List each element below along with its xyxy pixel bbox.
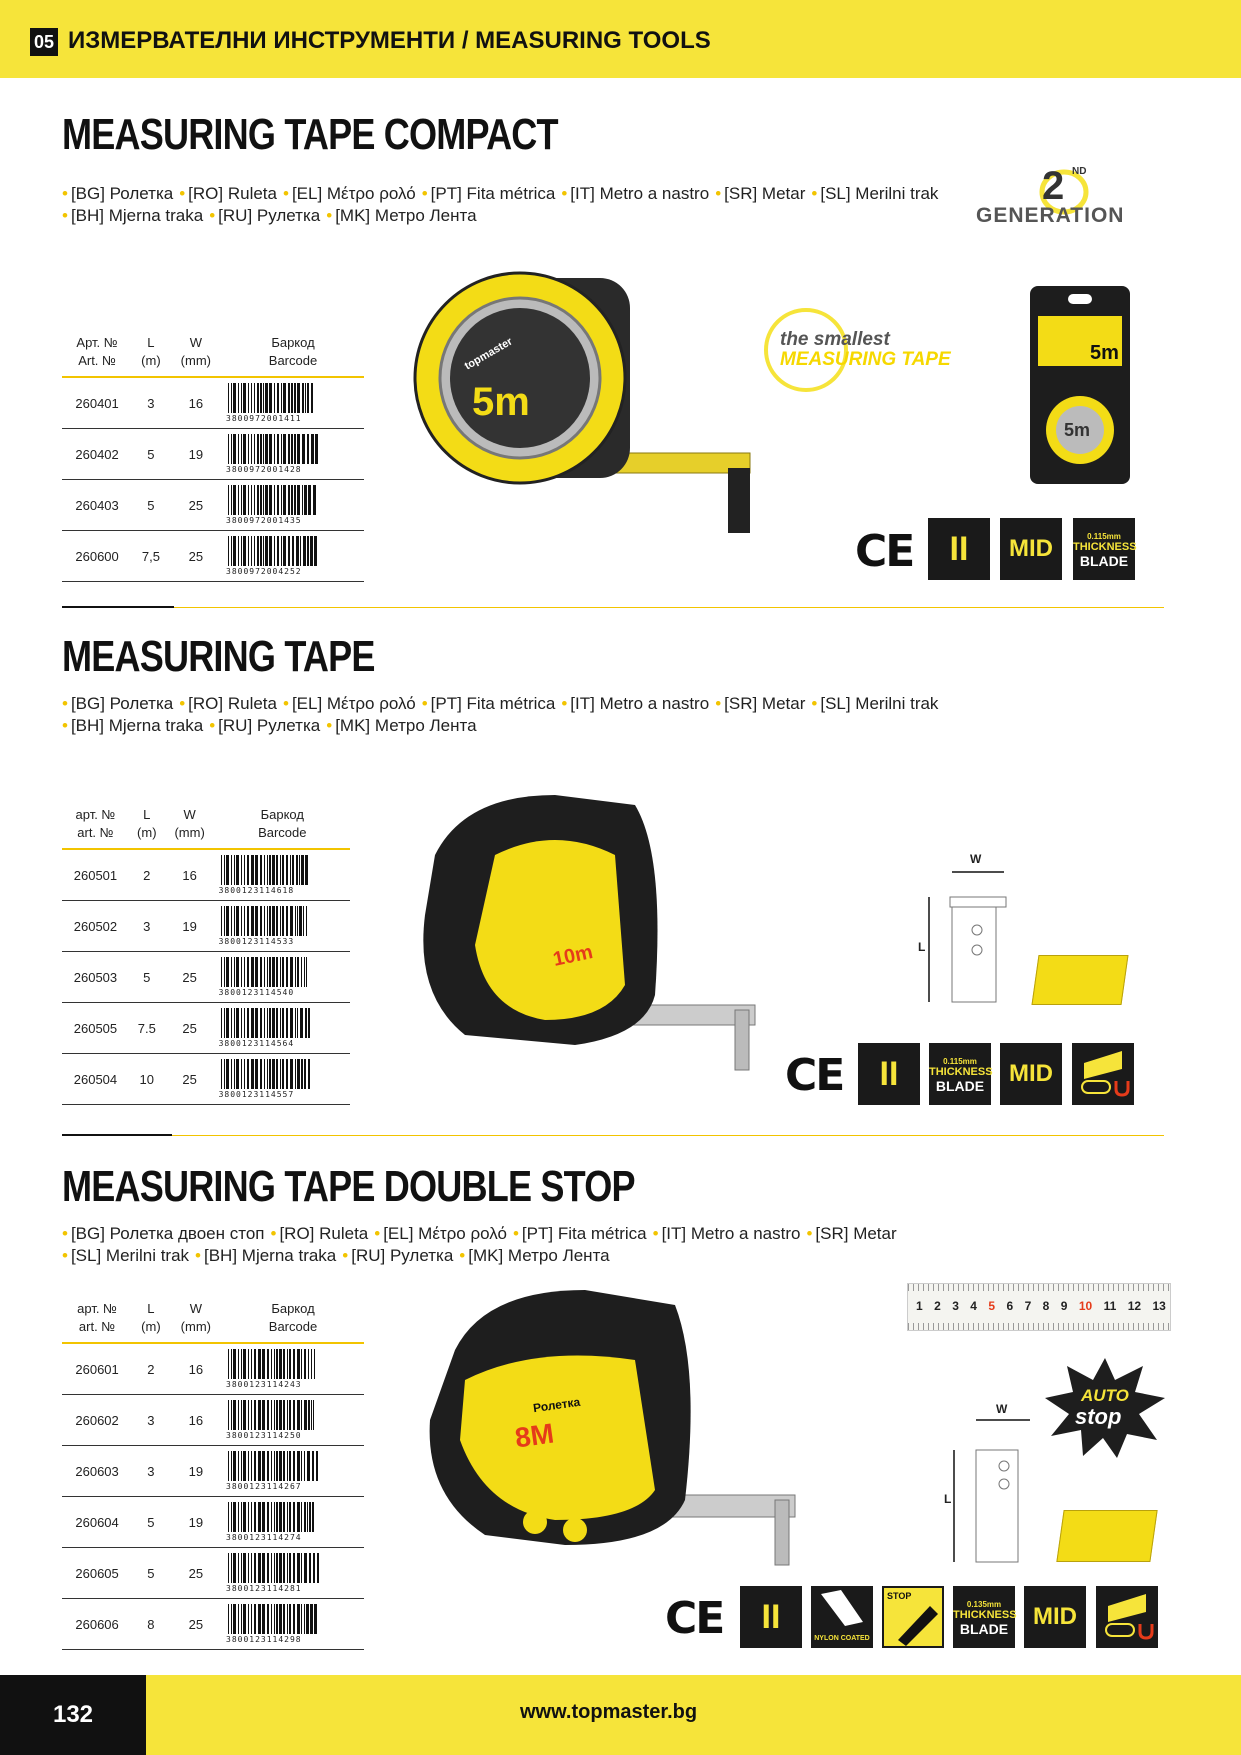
cell-barcode (222, 480, 364, 531)
mid-badge: MID (1024, 1586, 1086, 1648)
magnet-block-icon (1031, 955, 1128, 1005)
dimension-diagram (912, 852, 1022, 1012)
language-name: [SL] Merilni trak (820, 184, 939, 203)
product-image-compact (410, 268, 780, 548)
ruler-number: 4 (970, 1299, 977, 1313)
section-separator (62, 607, 1164, 608)
category-title: ИЗМЕРВАТЕЛНИ ИНСТРУМЕНТИ / MEASURING TOOLS (68, 27, 711, 54)
bullet-icon: • (326, 716, 333, 735)
diagram-width-label: W (970, 852, 982, 866)
cell-l: 3 (132, 1446, 170, 1497)
slogan-line1: the smallest (780, 329, 890, 350)
header-bar (0, 0, 1241, 78)
ruler-number: 2 (934, 1299, 941, 1313)
tape-word: Ролетка (532, 1394, 582, 1416)
bullet-icon: • (62, 1224, 68, 1243)
barcode-number: 3800123114298 (226, 1635, 302, 1644)
ruler-number: 3 (952, 1299, 959, 1313)
cell-barcode (222, 1395, 364, 1446)
diagram-length-label: L (944, 1492, 952, 1506)
barcode-icon (226, 1400, 322, 1430)
cell-art: 260402 (62, 429, 132, 480)
chapter-number: 05 (30, 28, 58, 56)
cell-barcode (222, 1599, 364, 1650)
bullet-icon: • (209, 716, 216, 735)
language-name: [SL] Merilni trak (70, 1246, 190, 1265)
ruler-number: 1 (916, 1299, 923, 1313)
bullet-icon: • (421, 184, 428, 203)
mid-badge: MID (1000, 518, 1062, 580)
page-number: 132 (0, 1675, 146, 1755)
language-name: [IT] Metro a nastro (570, 694, 710, 713)
magnet-icon (1072, 1043, 1134, 1105)
language-name: [BG] Ролетка (70, 184, 174, 203)
cell-w: 19 (170, 1446, 222, 1497)
cell-w: 25 (165, 1054, 215, 1105)
cell-l: 5 (132, 1548, 170, 1599)
column-header: Баркод Barcode (222, 1300, 364, 1343)
bullet-icon: • (715, 184, 722, 203)
product-table-double-stop (62, 1300, 364, 1650)
stop-badge (882, 1586, 944, 1648)
ruler-number: 10 (1078, 1299, 1093, 1313)
table-row (62, 377, 364, 429)
language-name: [BH] Mjerna traka (70, 716, 204, 735)
product-image-double-stop (415, 1290, 805, 1580)
cell-art: 260606 (62, 1599, 132, 1650)
cell-art: 260603 (62, 1446, 132, 1497)
language-name: [PT] Fita métrica (430, 694, 556, 713)
mid-badge: MID (1000, 1043, 1062, 1105)
thickness-word: THICKNESS (953, 1609, 1017, 1621)
bullet-icon: • (806, 1224, 813, 1243)
table-row (62, 1343, 364, 1395)
bullet-icon: • (652, 1224, 659, 1243)
barcode-icon (226, 434, 322, 464)
cell-w: 16 (170, 1343, 222, 1395)
ce-mark-icon: CE (855, 526, 914, 577)
barcode-number: 3800123114250 (226, 1431, 302, 1440)
thickness-badge (1073, 518, 1135, 580)
barcode-number: 3800123114267 (226, 1482, 302, 1491)
dimension-diagram (938, 1402, 1048, 1568)
table-row (62, 1003, 350, 1054)
language-name: [PT] Fita métrica (430, 184, 556, 203)
magnetic-hook-badge (1096, 1586, 1158, 1648)
bullet-icon: • (561, 694, 568, 713)
bullet-icon: • (270, 1224, 277, 1243)
table-row (62, 849, 350, 901)
barcode-number: 3800123114564 (218, 1039, 295, 1048)
cell-l: 7.5 (129, 1003, 165, 1054)
cell-l: 7,5 (132, 531, 170, 582)
generation-word: GENERATION (976, 204, 1125, 227)
footer-bar (0, 1675, 1241, 1755)
slogan-line2: MEASURING TAPE (780, 349, 951, 370)
cell-barcode (215, 952, 350, 1003)
barcode-icon (226, 1604, 322, 1634)
table-row (62, 1548, 364, 1599)
language-name: [SL] Merilni trak (820, 694, 939, 713)
blade-dimension-icon (912, 852, 1022, 1012)
barcode-icon (219, 855, 315, 885)
cell-w: 25 (170, 531, 222, 582)
product-packaging (1030, 286, 1130, 484)
bullet-icon: • (195, 1246, 201, 1265)
cell-w: 25 (170, 1548, 222, 1599)
ruler-number: 11 (1103, 1299, 1117, 1313)
barcode-icon (226, 1451, 322, 1481)
cell-barcode (222, 1497, 364, 1548)
thickness-badge (953, 1586, 1015, 1648)
thickness-badge (929, 1043, 991, 1105)
column-header: арт. № art. № (62, 806, 129, 849)
bullet-icon: • (179, 184, 186, 203)
cell-w: 25 (170, 1599, 222, 1650)
language-name: [IT] Metro a nastro (661, 1224, 801, 1243)
thickness-word: THICKNESS (1073, 541, 1137, 553)
language-name: [RU] Рулетка (218, 206, 321, 225)
ruler-number: 6 (1006, 1299, 1014, 1313)
cell-barcode (222, 377, 364, 429)
barcode-icon (226, 383, 322, 413)
language-name: [IT] Metro a nastro (570, 184, 710, 203)
language-name: [SR] Metar (724, 694, 806, 713)
column-header: W (mm) (170, 1300, 222, 1343)
barcode-icon (226, 536, 322, 566)
cell-art: 260502 (62, 901, 129, 952)
language-name: [EL] Μέτρο ρολό (291, 184, 416, 203)
barcode-icon (219, 906, 315, 936)
cell-art: 260602 (62, 1395, 132, 1446)
generation-number: 2 (1042, 164, 1065, 208)
cell-w: 19 (165, 901, 215, 952)
language-name: [MK] Метро Лента (468, 1246, 610, 1265)
cell-barcode (215, 1003, 350, 1054)
bullet-icon: • (811, 694, 818, 713)
column-header: W (mm) (165, 806, 215, 849)
cell-l: 2 (129, 849, 165, 901)
cell-art: 260504 (62, 1054, 129, 1105)
magnetic-hook-badge (1072, 1043, 1134, 1105)
class-ii-badge: II (740, 1586, 802, 1648)
column-header: арт. № art. № (62, 1300, 132, 1343)
class-ii-badge: II (858, 1043, 920, 1105)
language-name: [PT] Fita métrica (521, 1224, 647, 1243)
tape-size-label: 8M (512, 1417, 556, 1454)
language-name: [SR] Metar (724, 184, 806, 203)
product-table-tape (62, 806, 350, 1105)
cell-w: 16 (170, 1395, 222, 1446)
languages-compact (62, 183, 944, 227)
ruler-numbers (916, 1299, 1166, 1313)
cell-l: 3 (132, 1395, 170, 1446)
barcode-number: 3800972004252 (226, 567, 302, 576)
language-name: [RO] Ruleta (279, 1224, 369, 1243)
bullet-icon: • (459, 1246, 466, 1265)
ce-mark-icon: CE (665, 1593, 724, 1644)
barcode-number: 3800123114557 (218, 1090, 295, 1099)
column-header: L (m) (132, 334, 170, 377)
tape-brand: topmaster (462, 335, 515, 373)
cell-art: 260605 (62, 1548, 132, 1599)
bullet-icon: • (62, 694, 68, 713)
language-name: [BG] Ролетка (70, 694, 174, 713)
class-ii-badge: II (928, 518, 990, 580)
ruler-number: 7 (1024, 1299, 1032, 1313)
barcode-number: 3800972001428 (226, 465, 302, 474)
bullet-icon: • (811, 184, 818, 203)
cell-barcode (222, 1446, 364, 1497)
generation-sup: ND (1072, 166, 1087, 177)
language-name: [SR] Metar (815, 1224, 897, 1243)
barcode-icon (226, 1553, 322, 1583)
cell-w: 25 (170, 480, 222, 531)
generation-logo (972, 162, 1142, 232)
thickness-value: 0.115mm (943, 1057, 977, 1066)
cell-barcode (215, 849, 350, 901)
cell-art: 260604 (62, 1497, 132, 1548)
cell-art: 260601 (62, 1343, 132, 1395)
website-link[interactable]: www.topmaster.bg (520, 1701, 698, 1723)
table-row (62, 1497, 364, 1548)
cell-barcode (222, 531, 364, 582)
product-table-compact (62, 334, 364, 582)
auto-stop-badge (1045, 1358, 1165, 1458)
table-row (62, 531, 364, 582)
language-name: [BH] Mjerna traka (204, 1246, 337, 1265)
bullet-icon: • (62, 1246, 68, 1265)
cell-art: 260503 (62, 952, 129, 1003)
nylon-coated-badge (811, 1586, 873, 1648)
blade-word: BLADE (1079, 553, 1129, 569)
blade-word: BLADE (959, 1621, 1009, 1637)
bullet-icon: • (62, 206, 68, 225)
diagram-width-label: W (996, 1402, 1008, 1416)
barcode-icon (219, 1008, 315, 1038)
cell-l: 8 (132, 1599, 170, 1650)
language-name: [MK] Метро Лента (335, 206, 477, 225)
stop-label: STOP (887, 1591, 912, 1601)
blade-dimension-icon (938, 1408, 1048, 1568)
magnet-block-icon (1056, 1510, 1157, 1562)
column-header: Арт. № Art. № (62, 334, 132, 377)
barcode-number: 3800123114540 (218, 988, 295, 997)
tape-size-label: 10m (551, 941, 595, 971)
column-header: L (m) (129, 806, 165, 849)
cell-art: 260600 (62, 531, 132, 582)
barcode-icon (226, 1349, 322, 1379)
auto-stop-line2: stop (1075, 1404, 1122, 1429)
tape-measure-icon (410, 268, 780, 548)
barcode-icon (226, 485, 322, 515)
table-row (62, 480, 364, 531)
bullet-icon: • (179, 694, 186, 713)
bullet-icon: • (421, 694, 428, 713)
ce-mark-icon: CE (785, 1050, 844, 1101)
cell-l: 5 (132, 480, 170, 531)
bullet-icon: • (715, 694, 722, 713)
table-row (62, 1446, 364, 1497)
barcode-number: 3800123114243 (226, 1380, 302, 1389)
cell-l: 5 (132, 429, 170, 480)
section-title-double-stop: MEASURING TAPE DOUBLE STOP (62, 1162, 635, 1211)
barcode-icon (226, 1502, 322, 1532)
thickness-word: THICKNESS (929, 1066, 993, 1078)
cell-art: 260403 (62, 480, 132, 531)
bullet-icon: • (512, 1224, 519, 1243)
barcode-number: 3800123114274 (226, 1533, 302, 1542)
table-row (62, 952, 350, 1003)
nylon-blade-icon (811, 1586, 873, 1630)
tape-size-label: 5m (472, 380, 530, 424)
cell-art: 260505 (62, 1003, 129, 1054)
table-row (62, 1395, 364, 1446)
cell-w: 25 (165, 1003, 215, 1054)
cell-barcode (215, 901, 350, 952)
cell-l: 5 (132, 1497, 170, 1548)
section-title-compact: MEASURING TAPE COMPACT (62, 110, 558, 159)
cell-l: 5 (129, 952, 165, 1003)
barcode-icon (219, 957, 315, 987)
language-name: [RO] Ruleta (188, 694, 277, 713)
cell-w: 19 (170, 1497, 222, 1548)
language-name: [RO] Ruleta (188, 184, 277, 203)
column-header: Баркод Barcode (222, 334, 364, 377)
column-header: Баркод Barcode (215, 806, 350, 849)
language-name: [BG] Ролетка двоен стоп (70, 1224, 265, 1243)
cell-art: 260401 (62, 377, 132, 429)
table-row (62, 1054, 350, 1105)
cell-barcode (222, 1548, 364, 1599)
magnet-icon (1096, 1586, 1158, 1648)
cell-barcode (215, 1054, 350, 1105)
column-header: W (mm) (170, 334, 222, 377)
bullet-icon: • (282, 184, 289, 203)
table-row (62, 429, 364, 480)
languages-double-stop (62, 1223, 903, 1267)
barcode-number: 3800123114281 (226, 1584, 302, 1593)
column-header: L (m) (132, 1300, 170, 1343)
section-separator (62, 1135, 1164, 1136)
bullet-icon: • (209, 206, 216, 225)
barcode-number: 3800972001435 (226, 516, 302, 525)
language-name: [EL] Μέτρο ρολό (383, 1224, 507, 1243)
thickness-value: 0.135mm (966, 1600, 1002, 1609)
ruler-number: 8 (1042, 1299, 1050, 1313)
language-name: [MK] Метро Лента (335, 716, 477, 735)
language-name: [RU] Рулетка (218, 716, 321, 735)
diagram-length-label: L (918, 940, 926, 954)
slogan-badge (758, 305, 998, 395)
blade-word: BLADE (935, 1078, 985, 1094)
cell-w: 16 (165, 849, 215, 901)
barcode-number: 3800123114533 (218, 937, 295, 946)
language-name: [EL] Μέτρο ρολό (291, 694, 416, 713)
cell-w: 16 (170, 377, 222, 429)
product-image-tape (405, 795, 775, 1085)
bullet-icon: • (374, 1224, 381, 1243)
cell-barcode (222, 429, 364, 480)
cell-l: 2 (132, 1343, 170, 1395)
bullet-icon: • (62, 184, 68, 203)
cell-art: 260501 (62, 849, 129, 901)
languages-tape (62, 693, 944, 737)
cell-l: 3 (129, 901, 165, 952)
packaging-size-label: 5m (1090, 342, 1119, 364)
bullet-icon: • (326, 206, 333, 225)
ruler-number: 13 (1152, 1299, 1166, 1313)
language-name: [BH] Mjerna traka (70, 206, 204, 225)
bullet-icon: • (62, 716, 68, 735)
packaging-tape-label: 5m (1064, 420, 1091, 440)
cell-w: 25 (165, 952, 215, 1003)
language-name: [RU] Рулетка (351, 1246, 454, 1265)
barcode-icon (219, 1059, 315, 1089)
ruler-number: 12 (1127, 1299, 1142, 1313)
bullet-icon: • (342, 1246, 349, 1265)
ruler-number: 9 (1060, 1299, 1068, 1313)
ruler-strip (907, 1283, 1171, 1331)
table-row (62, 901, 350, 952)
bullet-icon: • (282, 694, 289, 713)
thickness-value: 0.115mm (1087, 532, 1121, 541)
ruler-number: 5 (988, 1299, 996, 1313)
auto-stop-line1: AUTO (1081, 1386, 1129, 1405)
cell-w: 19 (170, 429, 222, 480)
nylon-coated-label: NYLON COATED (814, 1635, 870, 1642)
tape-measure-icon (415, 1290, 805, 1580)
cell-barcode (222, 1343, 364, 1395)
cell-l: 10 (129, 1054, 165, 1105)
bullet-icon: • (561, 184, 568, 203)
barcode-number: 3800123114618 (218, 886, 295, 895)
barcode-number: 3800972001411 (226, 414, 302, 423)
cell-l: 3 (132, 377, 170, 429)
section-title-tape: MEASURING TAPE (62, 632, 375, 681)
table-row (62, 1599, 364, 1650)
